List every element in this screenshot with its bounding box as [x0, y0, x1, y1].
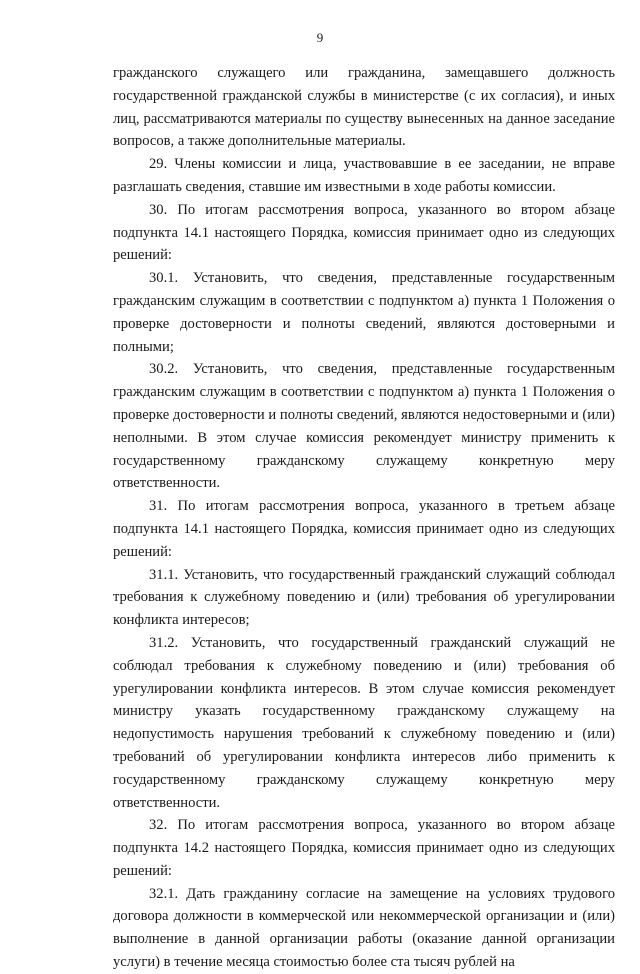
- paragraph-32-1: 32.1. Дать гражданину согласие на замещение на условиях трудового договора должности в коммерческой или некоммерческой организации и (или) выполнение в данной организации работы (оказание данной организации услуги) в течение месяца стоимостью более ста тысяч рублей на: [113, 885, 615, 971]
- paragraph-32: 32. По итогам рассмотрения вопроса, указанного во втором абзаце подпункта 14.2 настоящего Порядка, комиссия принимает одно из следующих решений:: [113, 817, 615, 879]
- paragraph-continuation: гражданского служащего или гражданина, замещавшего должность государственной гражданской службы в министерстве (с их согласия), и иных лиц, рассматриваются материалы по существу вынесенных на данное заседание вопросов, а также дополнительные материалы.: [113, 65, 615, 150]
- paragraph-31-2: 31.2. Установить, что государственный гражданский служащий не соблюдал требования к служебному поведению и (или) требования об урегулировании конфликта интересов. В этом случае комиссия рекомендует министру указать государственному гражданскому служащему на недопустимость нарушения требований к служебному поведению и (или) требований об урегулировании конфликта интересов либо применить к государственному гражданскому служащему конкретную меру ответственности.: [113, 634, 615, 811]
- page-number: 9: [316, 30, 324, 45]
- paragraph-31-1: 31.1. Установить, что государственный гражданский служащий соблюдал требования к служебному поведению и (или) требования об урегулировании конфликта интересов;: [113, 566, 615, 629]
- paragraph-30-2: 30.2. Установить, что сведения, представленные государственным гражданским служащим в соответствии с подпунктом а) пункта 1 Положения о проверке достоверности и полноты сведений, являются недостоверными и (или) неполными. В этом случае комиссия рекомендует министру применить к государственному гражданскому служащему конкретную меру ответственности.: [113, 361, 615, 492]
- paragraph-30: 30. По итогам рассмотрения вопроса, указанного во втором абзаце подпункта 14.1 настоящего Порядка, комиссия принимает одно из следующих решений:: [113, 201, 615, 264]
- paragraph-30-1: 30.1. Установить, что сведения, представленные государственным гражданским служащим в соответствии с подпунктом а) пункта 1 Положения о проверке достоверности и полноты сведений, являются достоверными и полными;: [113, 270, 615, 355]
- paragraph-29: 29. Члены комиссии и лица, участвовавшие в ее заседании, не вправе разглашать сведения, ставшие им известными в ходе работы комиссии.: [113, 156, 615, 195]
- paragraph-31: 31. По итогам рассмотрения вопроса, указанного в третьем абзаце подпункта 14.1 настоящего Порядка, комиссия принимает одно из следующих решений:: [113, 498, 615, 560]
- document-body: [113, 62, 615, 974]
